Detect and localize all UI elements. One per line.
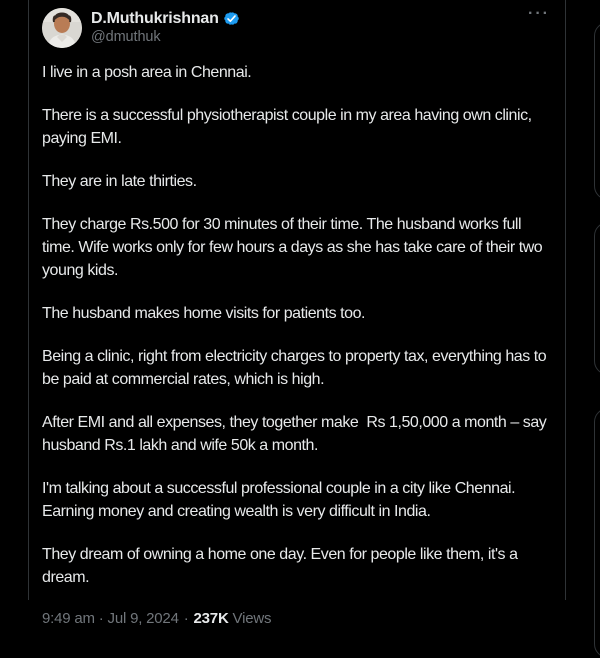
avatar[interactable] — [42, 8, 82, 48]
tweet-paragraph: There is a successful physiotherapist couple in my area having own clinic, paying EMI. — [42, 107, 536, 147]
tweet-paragraph: I'm talking about a successful professional couple in a city like Chennai. Earning money and creating wealth is very difficult in India. — [42, 480, 520, 520]
tweet-meta — [42, 609, 552, 629]
meta-separator: · — [183, 610, 189, 627]
verified-badge-icon — [223, 10, 240, 27]
tweet-detail-column — [28, 0, 566, 627]
tweet-paragraph: They dream of owning a home one day. Even for people like them, it's a dream. — [42, 546, 522, 586]
tweet-paragraph: The husband makes home visits for patients too. — [42, 305, 366, 322]
tweet-paragraph: After EMI and all expenses, they together make Rs 1,50,000 a month – say husband Rs.1 lakh and wife 50k a month. — [42, 414, 551, 454]
tweet-timestamp: 9:49 am · Jul 9, 2024 — [42, 610, 179, 627]
views-count: 237K — [193, 610, 229, 627]
right-panel-card-fragment — [594, 408, 600, 658]
right-panel-card-fragment — [594, 222, 600, 375]
tweet-header — [42, 0, 552, 48]
tweet-paragraph: They are in late thirties. — [42, 173, 197, 190]
tweet-paragraph: Being a clinic, right from electricity charges to property tax, everything has to be paid at commercial rates, which is high. — [42, 348, 551, 388]
author-name[interactable]: D.Muthukrishnan — [91, 10, 219, 27]
tweet-paragraph: I live in a posh area in Chennai. — [42, 64, 252, 81]
views-label: Views — [232, 610, 272, 627]
author-block[interactable] — [91, 8, 240, 46]
tweet-paragraph: They charge Rs.500 for 30 minutes of their time. The husband works full time. Wife works only for few hours a days as she has take care of their two young kids. — [42, 216, 547, 279]
more-options-icon[interactable]: ··· — [528, 5, 550, 22]
author-handle[interactable]: @dmuthuk — [91, 29, 161, 45]
avatar-photo — [42, 8, 82, 48]
tweet-text — [42, 61, 552, 589]
right-panel-card-fragment — [594, 22, 600, 200]
